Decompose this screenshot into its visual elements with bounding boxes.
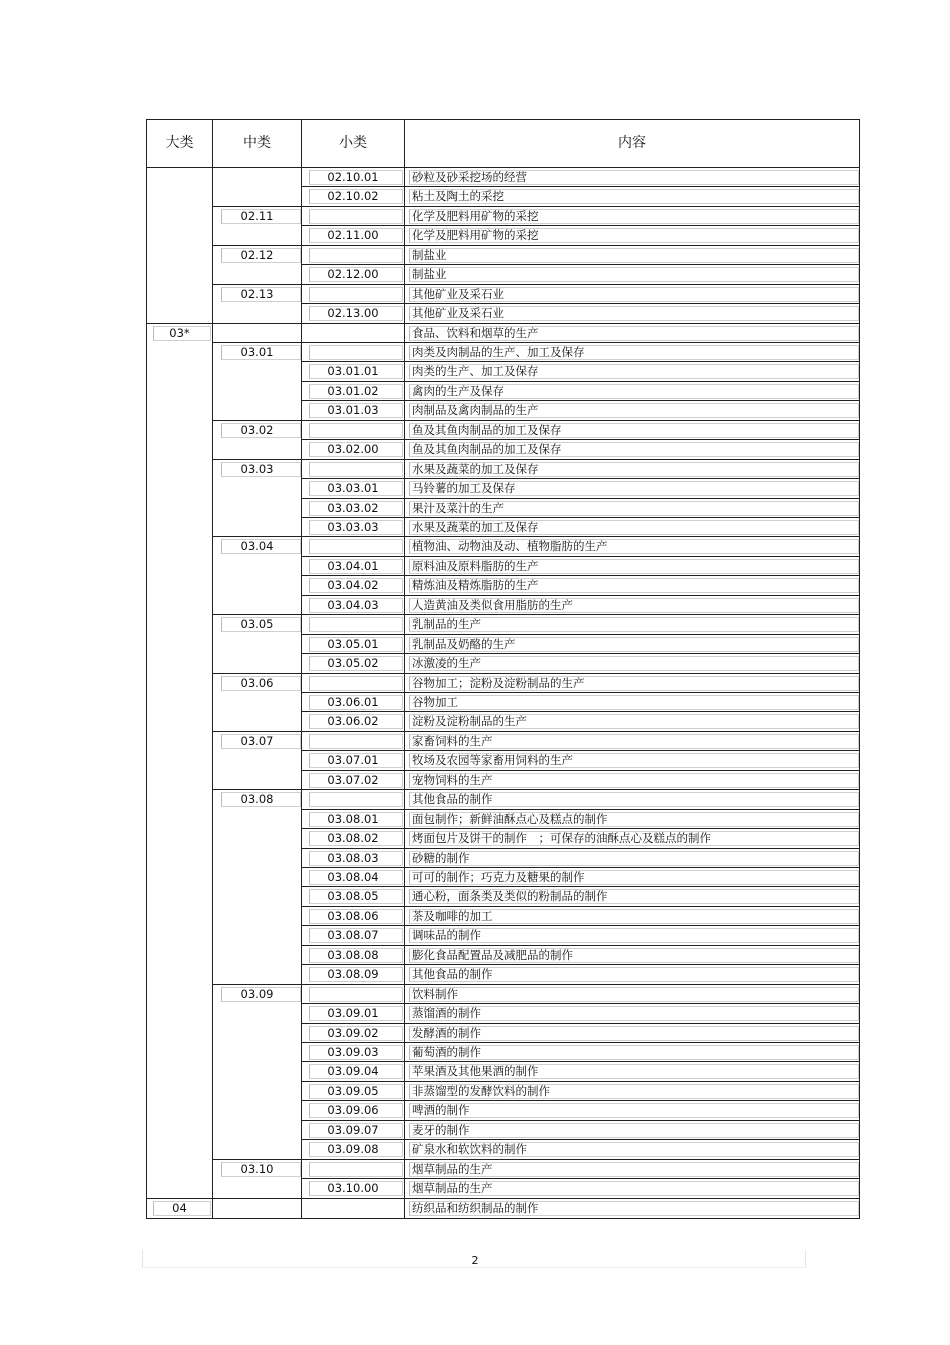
- row-mid-category: 03.06: [240, 675, 274, 690]
- row-big-category: [147, 790, 212, 809]
- row-big-category: [147, 985, 212, 1004]
- row-mid-category: 03.04: [240, 539, 274, 554]
- row-big-category: [147, 537, 212, 556]
- row-small-category: [302, 732, 404, 751]
- table-row: [147, 324, 859, 343]
- row-mid-category: [213, 1199, 301, 1218]
- row-big-category: [147, 557, 212, 576]
- row-big-category: [147, 440, 212, 459]
- table-row: [147, 1160, 859, 1179]
- table-row: [147, 771, 859, 790]
- row-small-category: 03.08.03: [327, 850, 379, 865]
- row-mid-category: [213, 1101, 301, 1120]
- row-small-category: [302, 207, 404, 226]
- row-content: 可可的制作；巧克力及糖果的制作: [412, 870, 585, 884]
- table-row: [147, 207, 859, 226]
- row-content: 其他矿业及采石业: [412, 286, 504, 301]
- row-small-category: [302, 421, 404, 440]
- row-content: 植物油、动物油及动、植物脂肪的生产: [412, 539, 608, 554]
- row-content: 水果及蔬菜的加工及保存: [412, 520, 539, 534]
- table-row: [147, 1062, 859, 1081]
- row-content: 其他矿业及采石业: [412, 306, 504, 321]
- row-big-category: [147, 576, 212, 595]
- row-mid-category: [213, 1179, 301, 1198]
- row-big-category: [147, 1179, 212, 1198]
- table-row: [147, 907, 859, 926]
- row-mid-category: [213, 265, 301, 284]
- row-big-category: [147, 1101, 212, 1120]
- row-big-category: [147, 1024, 212, 1043]
- row-content: 肉类的生产、加工及保存: [412, 364, 539, 379]
- header-mid-category: 中类: [243, 135, 271, 151]
- row-mid-category: [213, 1004, 301, 1023]
- row-big-category: [147, 499, 212, 518]
- row-big-category: [147, 849, 212, 868]
- row-mid-category: [213, 168, 301, 187]
- row-small-category: 03.08.05: [327, 889, 379, 904]
- row-small-category: 03.08.09: [327, 967, 379, 982]
- row-content: 制盐业: [412, 247, 447, 262]
- table-row: [147, 265, 859, 284]
- row-small-category: 02.10.01: [327, 170, 379, 184]
- row-small-category: 02.12.00: [327, 267, 379, 282]
- row-big-category: [147, 771, 212, 790]
- table-row: [147, 868, 859, 887]
- row-big-category: [147, 965, 212, 984]
- row-big-category: [147, 887, 212, 906]
- row-mid-category: [213, 518, 301, 537]
- row-small-category: 03.01.01: [327, 364, 379, 379]
- table-row: [147, 537, 859, 556]
- row-content: 纺织品和纺织制品的制作: [412, 1200, 539, 1215]
- row-small-category: 03.06.01: [327, 695, 379, 709]
- row-big-category: [147, 1043, 212, 1062]
- row-mid-category: [213, 1082, 301, 1101]
- row-small-category: 03.05.02: [327, 656, 379, 671]
- row-mid-category: 02.12: [240, 247, 274, 262]
- row-small-category: 03.01.02: [327, 383, 379, 398]
- table-row: [147, 168, 859, 187]
- row-mid-category: 03.02: [240, 422, 274, 437]
- row-content: 乳制品的生产: [412, 617, 481, 632]
- row-big-category: [147, 207, 212, 226]
- table-row: [147, 1024, 859, 1043]
- row-big-category: [147, 1082, 212, 1101]
- row-small-category: 03.09.06: [327, 1103, 379, 1118]
- row-content: 食品、饮料和烟草的生产: [412, 325, 539, 340]
- row-mid-category: [213, 1024, 301, 1043]
- table-row: [147, 693, 859, 712]
- row-mid-category: [213, 635, 301, 654]
- row-small-category: [302, 537, 404, 556]
- row-content: 肉类及肉制品的生产、加工及保存: [412, 345, 585, 359]
- row-content: 禽肉的生产及保存: [412, 383, 504, 398]
- row-content: 粘土及陶土的采挖: [412, 189, 504, 204]
- row-small-category: [302, 1160, 404, 1179]
- row-content: 宠物饲料的生产: [412, 772, 493, 787]
- row-mid-category: [213, 868, 301, 887]
- row-mid-category: [213, 304, 301, 323]
- row-mid-category: [213, 849, 301, 868]
- row-big-category: [147, 674, 212, 693]
- table-row: [147, 732, 859, 751]
- row-mid-category: 02.11: [240, 208, 274, 223]
- row-mid-category: [213, 362, 301, 381]
- row-mid-category: 02.13: [240, 286, 274, 301]
- table-row: [147, 712, 859, 731]
- row-big-category: [147, 362, 212, 381]
- row-content: 水果及蔬菜的加工及保存: [412, 461, 539, 476]
- row-small-category: 02.13.00: [327, 306, 379, 321]
- row-content: 冰激凌的生产: [412, 656, 481, 671]
- row-content: 精炼油及精炼脂肪的生产: [412, 578, 539, 593]
- table-row: [147, 887, 859, 906]
- row-content: 其他食品的制作: [412, 967, 493, 982]
- row-content: 麦牙的制作: [412, 1122, 470, 1137]
- row-big-category: [147, 168, 212, 187]
- table-row: [147, 1082, 859, 1101]
- table-row: [147, 460, 859, 479]
- table-row: [147, 246, 859, 265]
- row-big-category: [147, 946, 212, 965]
- row-small-category: 03.03.01: [327, 481, 379, 496]
- row-content: 膨化食品配置品及减肥品的制作: [412, 947, 573, 962]
- row-small-category: [302, 790, 404, 809]
- row-content: 苹果酒及其他果酒的制作: [412, 1064, 539, 1079]
- row-small-category: [302, 324, 404, 343]
- row-mid-category: 03.08: [240, 792, 274, 807]
- row-big-category: [147, 1004, 212, 1023]
- row-small-category: 03.08.04: [327, 870, 379, 884]
- row-mid-category: [213, 382, 301, 401]
- row-big-category: 03*: [169, 325, 190, 340]
- table-row: [147, 226, 859, 245]
- classification-table: [146, 119, 860, 1219]
- row-content: 家畜饲料的生产: [412, 733, 493, 748]
- row-big-category: [147, 1140, 212, 1159]
- table-row: [147, 926, 859, 945]
- row-big-category: [147, 810, 212, 829]
- row-content: 烤面包片及饼干的制作 ；可保存的油酥点心及糕点的制作: [412, 831, 711, 846]
- row-mid-category: [213, 557, 301, 576]
- row-big-category: [147, 635, 212, 654]
- row-content: 调味品的制作: [412, 928, 481, 943]
- table-row: [147, 1004, 859, 1023]
- row-mid-category: [213, 479, 301, 498]
- row-small-category: 03.09.05: [327, 1083, 379, 1098]
- row-mid-category: [213, 771, 301, 790]
- row-big-category: [147, 1160, 212, 1179]
- table-row: [147, 499, 859, 518]
- row-big-category: [147, 421, 212, 440]
- table-row: [147, 187, 859, 206]
- row-small-category: 03.04.02: [327, 578, 379, 593]
- row-mid-category: [213, 829, 301, 848]
- row-content: 砂粒及砂采挖场的经营: [412, 170, 527, 184]
- row-small-category: [302, 246, 404, 265]
- row-big-category: [147, 712, 212, 731]
- header-big-category: 大类: [165, 135, 194, 151]
- row-big-category: [147, 460, 212, 479]
- row-content: 葡萄酒的制作: [412, 1045, 481, 1059]
- row-big-category: [147, 265, 212, 284]
- row-content: 非蒸馏型的发酵饮料的制作: [412, 1083, 550, 1098]
- row-mid-category: [213, 926, 301, 945]
- row-big-category: [147, 246, 212, 265]
- row-content: 矿泉水和软饮料的制作: [412, 1142, 527, 1157]
- row-small-category: 03.05.01: [327, 636, 379, 651]
- row-small-category: 03.04.01: [327, 558, 379, 573]
- row-mid-category: [213, 1121, 301, 1140]
- row-mid-category: [213, 1043, 301, 1062]
- row-content: 牧场及农园等家畜用饲料的生产: [412, 753, 573, 768]
- row-small-category: [302, 460, 404, 479]
- row-small-category: 03.08.06: [327, 908, 379, 923]
- row-small-category: 03.01.03: [327, 403, 379, 418]
- row-content: 马铃薯的加工及保存: [412, 481, 516, 496]
- row-mid-category: [213, 576, 301, 595]
- table-row: [147, 285, 859, 304]
- row-small-category: 03.06.02: [327, 714, 379, 729]
- row-content: 谷物加工；淀粉及淀粉制品的生产: [412, 675, 585, 690]
- row-content: 人造黄油及类似食用脂肪的生产: [412, 597, 573, 612]
- header-small-category: 小类: [339, 135, 367, 151]
- row-mid-category: 03.05: [240, 617, 274, 632]
- row-content: 烟草制品的生产: [412, 1181, 493, 1196]
- row-big-category: [147, 829, 212, 848]
- table-row: [147, 1121, 859, 1140]
- row-small-category: [302, 285, 404, 304]
- row-small-category: 03.08.08: [327, 947, 379, 962]
- row-big-category: [147, 907, 212, 926]
- row-small-category: 03.09.01: [327, 1006, 379, 1021]
- row-content: 砂糖的制作: [412, 850, 470, 865]
- table-row: [147, 829, 859, 848]
- row-mid-category: [213, 596, 301, 615]
- table-row: [147, 985, 859, 1004]
- header-content: 内容: [618, 135, 646, 151]
- page-number: 2: [471, 1254, 479, 1267]
- row-mid-category: [213, 946, 301, 965]
- row-small-category: 03.08.07: [327, 928, 379, 943]
- table-row: [147, 382, 859, 401]
- row-big-category: [147, 732, 212, 751]
- table-row: [147, 479, 859, 498]
- row-content: 其他食品的制作: [412, 792, 493, 807]
- row-small-category: [302, 343, 404, 362]
- row-mid-category: [213, 965, 301, 984]
- table-row: [147, 576, 859, 595]
- table-row: [147, 1140, 859, 1159]
- table-row: [147, 557, 859, 576]
- row-mid-category: 03.01: [240, 345, 274, 359]
- table-row: [147, 790, 859, 809]
- row-content: 面包制作；新鲜油酥点心及糕点的制作: [412, 811, 608, 826]
- table-row: [147, 946, 859, 965]
- row-big-category: [147, 226, 212, 245]
- row-mid-category: [213, 1062, 301, 1081]
- row-mid-category: [213, 1140, 301, 1159]
- row-mid-category: [213, 440, 301, 459]
- row-content: 通心粉，面条类及类似的粉制品的制作: [412, 889, 608, 904]
- row-big-category: [147, 304, 212, 323]
- row-mid-category: [213, 226, 301, 245]
- table-row: [147, 596, 859, 615]
- row-big-category: [147, 751, 212, 770]
- table-row: [147, 440, 859, 459]
- table-row: [147, 635, 859, 654]
- row-small-category: 03.10.00: [327, 1181, 379, 1196]
- row-mid-category: [213, 751, 301, 770]
- table-row: [147, 518, 859, 537]
- row-small-category: [302, 615, 404, 634]
- row-content: 原料油及原料脂肪的生产: [412, 558, 539, 573]
- row-small-category: 03.09.04: [327, 1064, 379, 1079]
- table-row: [147, 1043, 859, 1062]
- row-mid-category: [213, 499, 301, 518]
- row-content: 啤酒的制作: [412, 1103, 470, 1118]
- row-content: 发酵酒的制作: [412, 1025, 481, 1040]
- row-small-category: 02.10.02: [327, 189, 379, 204]
- table-row: [147, 421, 859, 440]
- row-mid-category: [213, 401, 301, 420]
- table-row: [147, 654, 859, 673]
- row-big-category: [147, 187, 212, 206]
- row-small-category: [302, 985, 404, 1004]
- row-big-category: [147, 615, 212, 634]
- row-small-category: [302, 674, 404, 693]
- row-content: 制盐业: [412, 267, 447, 282]
- row-small-category: [302, 1199, 404, 1218]
- row-content: 淀粉及淀粉制品的生产: [412, 714, 527, 729]
- row-big-category: [147, 926, 212, 945]
- row-big-category: [147, 1062, 212, 1081]
- table-row: [147, 751, 859, 770]
- table-row: [147, 615, 859, 634]
- table-row: [147, 362, 859, 381]
- table-row: [147, 1101, 859, 1120]
- row-small-category: 03.09.08: [327, 1142, 379, 1157]
- row-mid-category: 03.03: [240, 461, 274, 476]
- row-small-category: 03.03.03: [327, 520, 379, 534]
- row-mid-category: [213, 810, 301, 829]
- row-mid-category: [213, 654, 301, 673]
- row-mid-category: [213, 693, 301, 712]
- table-row: [147, 965, 859, 984]
- table-row: [147, 674, 859, 693]
- row-mid-category: [213, 887, 301, 906]
- row-small-category: 03.09.02: [327, 1025, 379, 1040]
- table-row: [147, 849, 859, 868]
- table-row: [147, 810, 859, 829]
- row-mid-category: 03.09: [240, 986, 274, 1001]
- row-big-category: [147, 868, 212, 887]
- row-small-category: 03.08.02: [327, 831, 379, 846]
- row-small-category: 03.09.07: [327, 1122, 379, 1137]
- row-content: 果汁及菜汁的生产: [412, 500, 504, 515]
- row-mid-category: [213, 907, 301, 926]
- row-content: 化学及肥料用矿物的采挖: [412, 228, 539, 243]
- row-small-category: 03.09.03: [327, 1045, 379, 1059]
- row-content: 饮料制作: [412, 986, 458, 1001]
- row-big-category: [147, 479, 212, 498]
- row-content: 肉制品及禽肉制品的生产: [412, 403, 539, 418]
- table-row: [147, 343, 859, 362]
- table-row: [147, 1199, 859, 1218]
- row-mid-category: [213, 712, 301, 731]
- row-big-category: [147, 693, 212, 712]
- row-small-category: 03.08.01: [327, 811, 379, 826]
- row-content: 鱼及其鱼肉制品的加工及保存: [412, 422, 562, 437]
- row-small-category: 03.03.02: [327, 500, 379, 515]
- row-big-category: [147, 343, 212, 362]
- table-row: [147, 304, 859, 323]
- row-big-category: [147, 285, 212, 304]
- row-big-category: [147, 401, 212, 420]
- row-content: 乳制品及奶酪的生产: [412, 636, 516, 651]
- row-small-category: 03.07.01: [327, 753, 379, 768]
- row-big-category: [147, 596, 212, 615]
- table-row: [147, 1179, 859, 1198]
- row-content: 蒸馏酒的制作: [412, 1006, 481, 1021]
- row-big-category: [147, 518, 212, 537]
- row-small-category: 03.07.02: [327, 772, 379, 787]
- row-big-category: 04: [172, 1200, 187, 1215]
- row-mid-category: [213, 187, 301, 206]
- row-content: 化学及肥料用矿物的采挖: [412, 208, 539, 223]
- row-content: 茶及咖啡的加工: [412, 908, 493, 923]
- row-small-category: 03.04.03: [327, 597, 379, 612]
- table-row: [147, 401, 859, 420]
- row-small-category: 03.02.00: [327, 442, 379, 457]
- row-mid-category: [213, 324, 301, 343]
- row-mid-category: 03.07: [240, 733, 274, 748]
- row-mid-category: 03.10: [240, 1161, 274, 1176]
- row-content: 鱼及其鱼肉制品的加工及保存: [412, 442, 562, 457]
- row-content: 烟草制品的生产: [412, 1161, 493, 1176]
- row-big-category: [147, 382, 212, 401]
- row-small-category: 02.11.00: [327, 228, 379, 243]
- row-big-category: [147, 654, 212, 673]
- row-big-category: [147, 1121, 212, 1140]
- row-content: 谷物加工: [412, 695, 458, 709]
